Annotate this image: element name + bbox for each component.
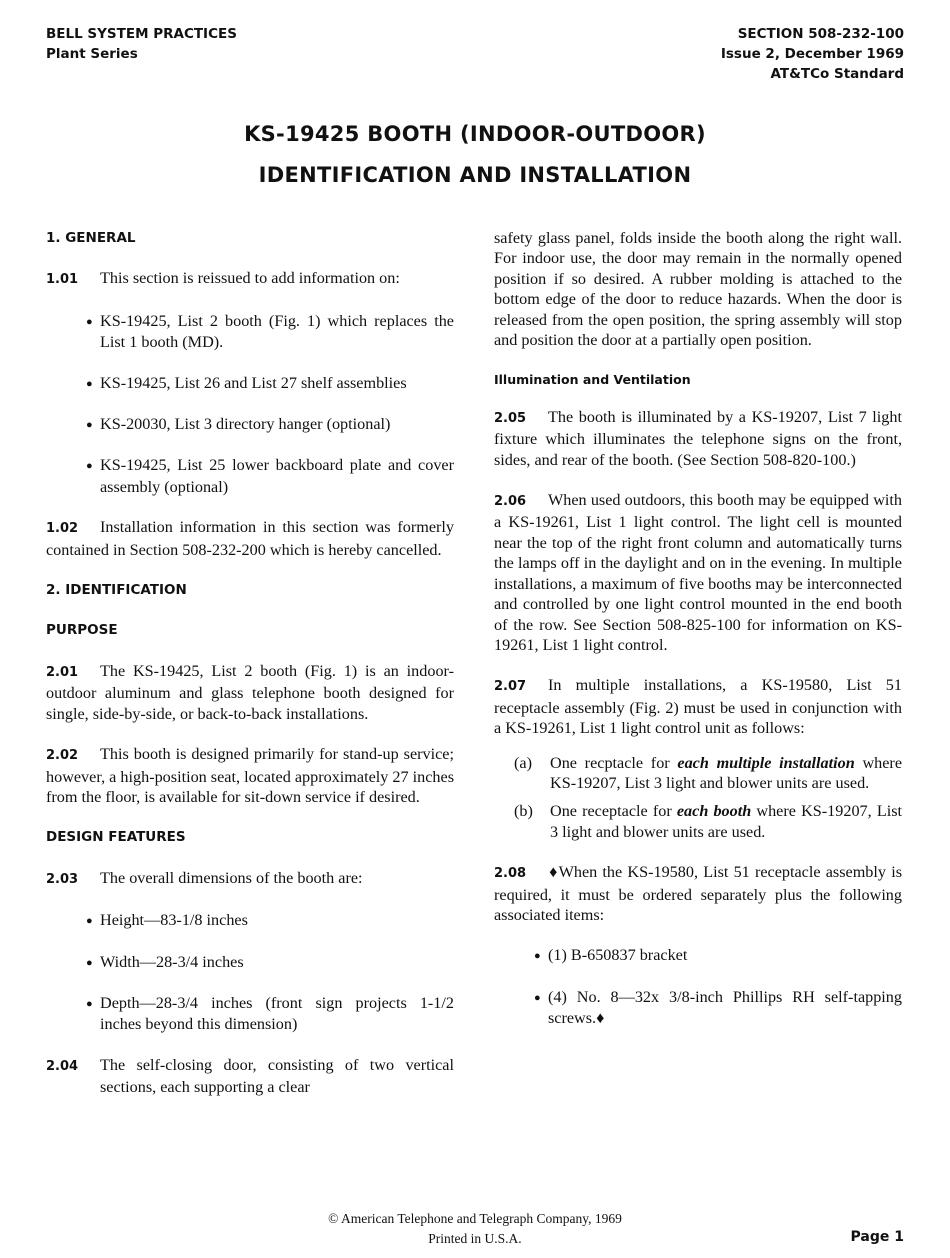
heading-purpose: PURPOSE <box>46 622 118 639</box>
list-item: ● Height—83-1/8 inches <box>86 910 454 931</box>
paragraph-text: Installation information in this section was formerly contained in Section 508-232-200 which is hereby cancelled. <box>46 518 454 559</box>
page-subtitle: IDENTIFICATION AND INSTALLATION <box>258 163 692 187</box>
item-emphasis: each booth <box>676 802 752 821</box>
paragraph-2-04 <box>46 1055 454 1098</box>
paragraph-number: 2.07 <box>494 679 527 695</box>
header-right <box>721 24 904 84</box>
paragraph-number: 2.06 <box>494 494 527 510</box>
item-text: One receptacle for <box>550 802 677 821</box>
paragraph-2-03 <box>46 868 454 890</box>
page-number: Page 1 <box>850 1229 904 1245</box>
standard-label: AT&TCo Standard <box>770 66 904 82</box>
paragraph-text: In multiple installations, a KS-19580, List 51 receptacle assembly (Fig. 2) must be used in conjunction with a KS-19261, List 1 light control unit as follows: <box>494 676 902 738</box>
paragraph-2-04-continued: safety glass panel, folds inside the booth along the right wall. For indoor use, the door may remain in the normally opened position if so desired. A rubber molding is attached to the bottom edge of the door to reduce hazards. When the door is released from the open position, the spring assembly will stop and position the door at a partially open position. <box>494 229 902 350</box>
paragraph-number: 2.03 <box>46 871 79 887</box>
paragraph-text: This booth is designed primarily for stand-up service; however, a high-position seat, located approximately 27 inches from the floor, is available for sit-down service if desired. <box>46 745 454 806</box>
paragraph-number: 2.02 <box>46 748 79 764</box>
section-number: SECTION 508-232-100 <box>737 26 904 42</box>
list-item: ● KS-19425, List 26 and List 27 shelf assemblies <box>86 373 454 394</box>
item-label: (a) <box>514 753 532 772</box>
paragraph-2-01 <box>46 661 454 724</box>
paragraph-number: 2.01 <box>46 664 79 680</box>
list-item: ● KS-19425, List 2 booth (Fig. 1) which replaces the List 1 booth (MD). <box>86 311 454 353</box>
footer <box>0 1209 950 1249</box>
paragraph-1-02 <box>46 517 454 560</box>
paragraph-2-05 <box>494 407 902 470</box>
paragraph-text: When used outdoors, this booth may be equipped with a KS-19261, List 1 light control. The light cell is mounted near the top of the right front column and automatically turns the lamps off in the daylight and on in the evening. In multiple installations, a maximum of five booths may be interconnected and controlled by one light control mounted in the end booth of the row. See Section 508-825-100 for information on KS-19261, List 1 light control. <box>494 491 902 654</box>
header-series: BELL SYSTEM PRACTICES <box>46 26 237 42</box>
paragraph-text: ♦When the KS-19580, List 51 receptacle assembly is required, it must be ordered separately plus the following associated items: <box>494 863 902 924</box>
paragraph-text: The self-closing door, consisting of two vertical sections, each supporting a clear <box>100 1055 454 1097</box>
item-emphasis: each multiple installation <box>677 753 855 772</box>
list-item: ● Width—28-3/4 inches <box>86 952 454 973</box>
header-left <box>46 24 237 64</box>
left-column <box>46 228 454 1118</box>
paragraph-number: 1.01 <box>46 272 79 288</box>
paragraph-number: 2.08 <box>494 866 527 882</box>
list-item: ● KS-20030, List 3 directory hanger (optional) <box>86 414 454 435</box>
right-column <box>494 228 902 1049</box>
paragraph-2-02 <box>46 744 454 807</box>
paragraph-text: The booth is illuminated by a KS-19207, List 7 light fixture which illuminates the telephone signs on the front, sides, and rear of the booth. (See Section 508-820-100.) <box>494 407 902 469</box>
heading-illumination: Illumination and Ventilation <box>494 372 691 388</box>
heading-general: 1. GENERAL <box>46 230 136 246</box>
paragraph-text: The overall dimensions of the booth are: <box>100 868 363 887</box>
list-item-a <box>514 753 902 794</box>
issue-date: Issue 2, December 1969 <box>720 46 904 62</box>
heading-identification: 2. IDENTIFICATION <box>46 582 187 599</box>
paragraph-number: 2.04 <box>46 1058 79 1074</box>
item-text: One recptacle for <box>550 753 678 772</box>
item-text: where KS-19207, List 3 light and blower units are used. <box>550 753 903 792</box>
item-text: where KS-19207, List 3 light and blower units are used. <box>550 802 902 841</box>
list-item: ● (4) No. 8—32x 3/8-inch Phillips RH self-tapping screws.♦ <box>534 987 902 1029</box>
paragraph-1-01 <box>46 268 454 290</box>
heading-design-features: DESIGN FEATURES <box>46 829 186 846</box>
list-item-b <box>514 801 902 842</box>
item-label: (b) <box>514 802 533 821</box>
paragraph-2-07 <box>494 675 902 738</box>
paragraph-number: 1.02 <box>46 521 79 537</box>
list-item: ● KS-19425, List 25 lower backboard plate and cover assembly (optional) <box>86 455 454 497</box>
page-title: KS-19425 BOOTH (INDOOR-OUTDOOR) <box>244 122 706 146</box>
header-plant: Plant Series <box>46 46 138 62</box>
paragraph-number: 2.05 <box>494 410 527 426</box>
paragraph-text: The KS-19425, List 2 booth (Fig. 1) is an indoor-outdoor aluminum and glass telephone booth designed for single, side-by-side, or back-to-back installations. <box>46 661 454 723</box>
paragraph-text: This section is reissued to add information on: <box>100 269 400 288</box>
copyright-notice: © American Telephone and Telegraph Company, 1969 <box>328 1211 622 1226</box>
list-item: ● Depth—28-3/4 inches (front sign projects 1-1/2 inches beyond this dimension) <box>86 993 454 1035</box>
list-item: ● (1) B-650837 bracket <box>534 945 902 966</box>
paragraph-2-08 <box>494 862 902 925</box>
paragraph-2-06 <box>494 490 902 655</box>
printed-in: Printed in U.S.A. <box>428 1231 522 1246</box>
